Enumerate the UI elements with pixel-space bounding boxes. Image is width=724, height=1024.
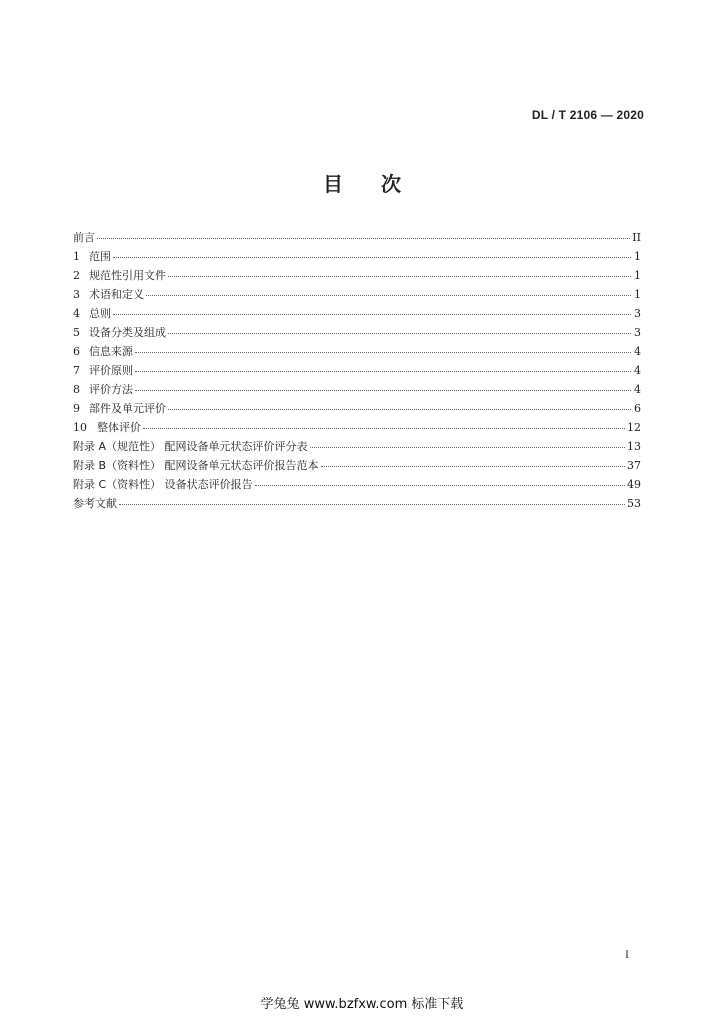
toc-entry[interactable] xyxy=(73,228,641,247)
toc-entry-label: 术语和定义 xyxy=(89,288,144,301)
toc-dot-leader xyxy=(168,408,631,410)
toc-entry-number: 10 xyxy=(73,421,87,434)
toc-entry-number: 8 xyxy=(73,383,80,396)
toc-entry-number: 3 xyxy=(73,288,80,301)
toc-entry[interactable] xyxy=(73,247,641,266)
toc-dot-leader xyxy=(119,503,625,505)
toc-entry-page: 6 xyxy=(634,402,641,415)
toc-entry-label: 附录 B（资料性） 配网设备单元状态评价报告范本 xyxy=(73,459,319,472)
toc-dot-leader xyxy=(97,237,630,239)
watermark-text: 学兔兔 www.bzfxw.com 标准下载 xyxy=(260,997,464,1012)
toc-entry-label: 参考文献 xyxy=(73,497,117,510)
page-number: I xyxy=(625,947,629,961)
toc-entry[interactable] xyxy=(73,456,641,475)
toc-entry-label: 总则 xyxy=(89,307,111,320)
toc-dot-leader xyxy=(135,370,631,372)
toc-dot-leader xyxy=(113,313,631,315)
toc-dot-leader xyxy=(168,275,631,277)
toc-entry-page: 12 xyxy=(627,421,641,434)
toc-entry-number: 7 xyxy=(73,364,80,377)
toc-entry-number: 9 xyxy=(73,402,80,415)
toc-entry-page: 37 xyxy=(627,459,641,472)
toc-dot-leader xyxy=(168,332,631,334)
toc-entry-label: 规范性引用文件 xyxy=(89,269,166,282)
toc-entry[interactable] xyxy=(73,266,641,285)
toc-entry-label: 信息来源 xyxy=(89,345,133,358)
toc-entry[interactable] xyxy=(73,285,641,304)
toc-dot-leader xyxy=(310,446,625,448)
toc-entry[interactable] xyxy=(73,380,641,399)
toc-entry-page: 4 xyxy=(634,383,641,396)
toc-entry[interactable] xyxy=(73,361,641,380)
toc-entry-label: 部件及单元评价 xyxy=(89,402,166,415)
toc-entry[interactable] xyxy=(73,323,641,342)
toc-dot-leader xyxy=(321,465,625,467)
toc-entry[interactable] xyxy=(73,418,641,437)
toc-title: 目次 xyxy=(323,172,439,196)
toc-entry-label: 评价原则 xyxy=(89,364,133,377)
toc-entry[interactable] xyxy=(73,304,641,323)
toc-entry-page: 1 xyxy=(634,269,641,282)
toc-entry-label: 范围 xyxy=(89,250,111,263)
toc-entry-label: 附录 C（资料性） 设备状态评价报告 xyxy=(73,478,253,491)
toc-entry-number: 5 xyxy=(73,326,80,339)
toc-entry-page: 13 xyxy=(627,440,641,453)
toc-entry-number: 6 xyxy=(73,345,80,358)
toc-dot-leader xyxy=(146,294,631,296)
toc-dot-leader xyxy=(135,351,631,353)
toc-entry[interactable] xyxy=(73,399,641,418)
toc-entry-number: 4 xyxy=(73,307,80,320)
toc-entry[interactable] xyxy=(73,475,641,494)
toc-entry-number: 1 xyxy=(73,250,80,263)
toc-entry-label: 整体评价 xyxy=(97,421,141,434)
toc-dot-leader xyxy=(255,484,625,486)
toc-entry-page: 4 xyxy=(634,345,641,358)
toc-entry-label: 前言 xyxy=(73,231,95,244)
toc-entry-page: 3 xyxy=(634,326,641,339)
toc-entry[interactable] xyxy=(73,342,641,361)
toc-entry-page: 1 xyxy=(634,288,641,301)
toc-entry-page: 4 xyxy=(634,364,641,377)
toc-entry-page: 1 xyxy=(634,250,641,263)
document-code: DL / T 2106 — 2020 xyxy=(531,108,644,122)
toc-dot-leader xyxy=(143,427,625,429)
toc-entry-label: 附录 A（规范性） 配网设备单元状态评价评分表 xyxy=(73,440,308,453)
toc-entry-page: II xyxy=(632,231,641,244)
toc-entry-number: 2 xyxy=(73,269,80,282)
toc-entry[interactable] xyxy=(73,437,641,456)
toc-entry-page: 53 xyxy=(627,497,641,510)
toc-entry-label: 设备分类及组成 xyxy=(89,326,166,339)
table-of-contents xyxy=(73,228,641,513)
toc-dot-leader xyxy=(135,389,631,391)
toc-dot-leader xyxy=(113,256,631,258)
toc-entry-page: 3 xyxy=(634,307,641,320)
toc-entry-label: 评价方法 xyxy=(89,383,133,396)
toc-entry-page: 49 xyxy=(627,478,641,491)
toc-entry[interactable] xyxy=(73,494,641,513)
